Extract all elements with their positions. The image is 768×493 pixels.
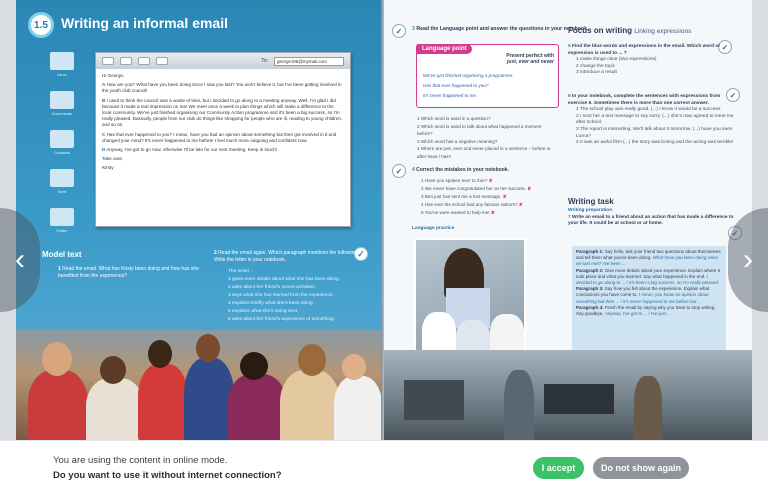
- list-item: 3 says what she has learned from the experience.: [228, 293, 334, 298]
- list-item: 3 introduce a result: [576, 70, 617, 76]
- chevron-right-icon: ›: [743, 243, 753, 276]
- email-paragraph-a: A How are you? What have you been doing since I saw you last? You won't believe it, but I've been getting involved in the youth club council!: [102, 82, 342, 94]
- list-item: 1 Have you spoken ever to Zoe? ✘: [421, 178, 493, 183]
- draft-icon: [156, 57, 168, 65]
- email-signature: Kirsty: [102, 165, 114, 171]
- list-item: 6 asks about her friend's experience of something.: [228, 317, 336, 322]
- list-item: 2 asks about her friend's recent activities.: [228, 285, 316, 290]
- list-item: 3 Which word has a negative meaning?: [417, 138, 498, 144]
- task-2: 2 Read the email again. Which paragraph mentions the following? Write the letter in your notebook. The writer ... 1 gives more details about what she has been doing. 2 asks about her friend's recent activities. 3 says what she has learned from the experience. 4 explains briefly what she's been doing. 5 explains what she's doing next. 6 asks about her friend's experience of something.: [214, 250, 364, 324]
- right-page: [384, 0, 752, 440]
- task-4: 4 Correct the mistakes in your notebook.: [412, 167, 509, 173]
- answer-check-icon[interactable]: ✓: [726, 88, 740, 102]
- email-toolbar: [96, 53, 350, 69]
- answer-check-icon[interactable]: ✓: [728, 226, 742, 240]
- folder-icon: Folder: [50, 208, 74, 226]
- list-item: 1 The school play was really good. (...) I know it would be a success.: [576, 107, 722, 113]
- wrong-mark-icon: ✘: [488, 178, 493, 183]
- model-text-heading: Model text: [42, 250, 82, 259]
- email-greeting: Hi George,: [102, 73, 125, 78]
- students-group-photo: [16, 330, 382, 440]
- answer-check-icon[interactable]: ✓: [392, 24, 406, 38]
- list-item: 1 Which word is used in a question?: [417, 116, 491, 121]
- email-side-icons: [50, 52, 74, 247]
- unit-badge: 1.5: [28, 12, 54, 38]
- language-point-examples: We've just finished organising a programme. Has that ever happened to you? It's never happened to me.: [423, 73, 514, 98]
- attach-icon: [120, 57, 132, 65]
- accept-button[interactable]: I accept: [533, 457, 584, 479]
- banner-status-text: You are using the content in online mode.: [53, 455, 228, 466]
- unit-title: Writing an informal email: [61, 15, 228, 31]
- task-6: 6 In your notebook, complete the sentences with expressions from exercise 5. Sometimes there is more than one correct answer. 1 The school play was really good. (...) I know it would be a success. 2 I sent her a text message to say sorry. (...) she's now agreed to meet me after school. 3 The report is interesting. We'll talk about it tomorrow. (...) have you seen Lorna? 4 It was an awful film! (...) the story was boring and the acting was terrible!: [568, 94, 736, 147]
- sent-icon: Sent: [50, 169, 74, 187]
- to-label: To:: [261, 58, 268, 64]
- language-point-title: Present perfect with just, ever and never: [506, 53, 554, 65]
- to-field: george.l86@mymail.com: [274, 57, 344, 66]
- task-5: 5 Find the blue words and expressions in the email. Which word or expression is used to ... ? 1 make things clear (two expressions) 2 change the topic 3 introduce a result: [568, 44, 736, 77]
- answer-check-icon[interactable]: ✓: [718, 40, 732, 54]
- task-2-list: The writer ... 1 gives more details about what she has been doing. 2 asks about her friend's recent activities. 3 says what she has learned from the experience. 4 explains briefly what she's been doing. 5 explains what she's doing next. 6 asks about her friend's experience of something.: [214, 268, 364, 324]
- focus-on-writing-heading: Focus on writing Linking expressions: [568, 26, 692, 35]
- email-paragraph-d: D Anyway, I've got to go now, otherwise I'll be late for our next meeting. Keep in touch!: [102, 147, 278, 153]
- list-item: Paragraph 3: Say how you felt about the experience. Explain what conclusions you have come to. I mean, you know an opinion about something but then ... / It's never happened to me before but ...: [576, 286, 710, 304]
- list-item: 5 You've were wanted to help me! ✘: [421, 210, 495, 215]
- language-point-tag: Language point: [417, 44, 472, 54]
- contacts-icon: Contacts: [50, 130, 74, 148]
- classroom-photo: [414, 238, 526, 356]
- wrong-mark-icon: ✘: [502, 194, 507, 199]
- list-item: Paragraph 2: Give more details about your experience. Explain where it took place and what you learned. Say what happened in the end. I decided to go along to ... / It's been a big success, so I'm really pleased.: [576, 267, 720, 286]
- model-email: [95, 52, 351, 227]
- list-item: 2 I sent her a text message to say sorry. (...) she's now agreed to meet me after school.: [576, 113, 734, 126]
- list-item: 4 explains briefly what she's been doing.: [228, 301, 314, 306]
- banner-message: [53, 453, 282, 483]
- wrong-mark-icon: ✘: [518, 202, 523, 207]
- chevron-left-icon: ‹: [15, 243, 25, 276]
- list-item: Paragraph 4: Finish the email by saying why you have to stop writing. Say goodbye. Anyway, I've got to ... / I've just ...: [576, 304, 716, 317]
- task-4-corrections: [421, 177, 561, 217]
- list-item: 1 gives more details about what she has been doing.: [228, 277, 341, 282]
- language-point-box: [416, 44, 559, 108]
- wrong-mark-icon: ✘: [527, 186, 532, 191]
- list-item: 4 Has ever the school had any famous visitors? ✘: [421, 202, 523, 207]
- answer-check-icon[interactable]: ✓: [354, 247, 368, 261]
- task-3: 3 Read the Language point and answer the questions in your notebook.: [412, 26, 589, 32]
- list-item: 5 explains what she's doing next.: [228, 309, 299, 314]
- task-1: 1 Read the email. What has Kirsty been doing and how has she benefited from the experience?: [58, 266, 199, 279]
- wrong-mark-icon: ✘: [490, 210, 495, 215]
- list-item: 4 It was an awful film! (...) the story was boring and the acting was terrible!: [576, 140, 734, 146]
- answer-check-icon[interactable]: ✓: [392, 164, 406, 178]
- computer-lab-photo: [384, 350, 752, 440]
- do-not-show-again-button[interactable]: Do not show again: [593, 457, 689, 479]
- list-item: 2 change the topic: [576, 63, 616, 69]
- list-item: 3 The report is interesting. We'll talk about it tomorrow. (...) have you seen Lorna?: [576, 126, 733, 139]
- list-item: 4 Where are just, ever and never placed in a sentence – before or after have / has?: [417, 146, 551, 159]
- inbox-icon: Inbox: [50, 52, 74, 70]
- list-item: 2 Which word is used to talk about what happened a moment before?: [417, 123, 542, 136]
- email-paragraph-b: B I used to think the council was a waste of time, but I decided to go along to a meeting anyway. Well, I'm glad I did because it made a real impression on me! We meet once a week to plan things which will make a difference to the local community. We've just finished organising our Community Action programme and it's been a big success, so I'm really pleased. Basically, people from our club do things like shopping for people who are ill, reading to young children, and so on.: [102, 97, 343, 128]
- writing-task-heading: Writing task: [568, 197, 614, 206]
- language-practice-link[interactable]: Language practice: [412, 226, 455, 231]
- task-3-questions: [417, 115, 557, 160]
- send-icon: [102, 57, 114, 65]
- email-sign-off: Take care,: [102, 156, 124, 162]
- list-item: 1 make things clear (two expressions): [576, 57, 657, 63]
- banner-question: Do you want to use it without internet connection?: [53, 470, 282, 481]
- list-item: 2 We never have congratulated her on her success. ✘: [421, 186, 532, 191]
- address-icon: [138, 57, 150, 65]
- email-body: [96, 69, 350, 179]
- email-paragraph-c: C Has that ever happened to you? I mean, have you had an opinion about something but then got involved in it and changed your mind? It's never happened to me before! I feel much more outgoing and confident now.: [102, 131, 337, 143]
- list-item: Paragraph 1: Say hello, ask your friend two questions about themselves and tell them what you've been doing. What have you been doing since we last met? I've been ...: [576, 249, 721, 267]
- task-7: Writing preparation 7 Write an email to a friend about an action that has made a difference to your life. It could be at school or at home.: [568, 208, 734, 227]
- documents-icon: Documents: [50, 91, 74, 109]
- list-item: 3 Ben just has sent me a text message. ✘: [421, 194, 507, 199]
